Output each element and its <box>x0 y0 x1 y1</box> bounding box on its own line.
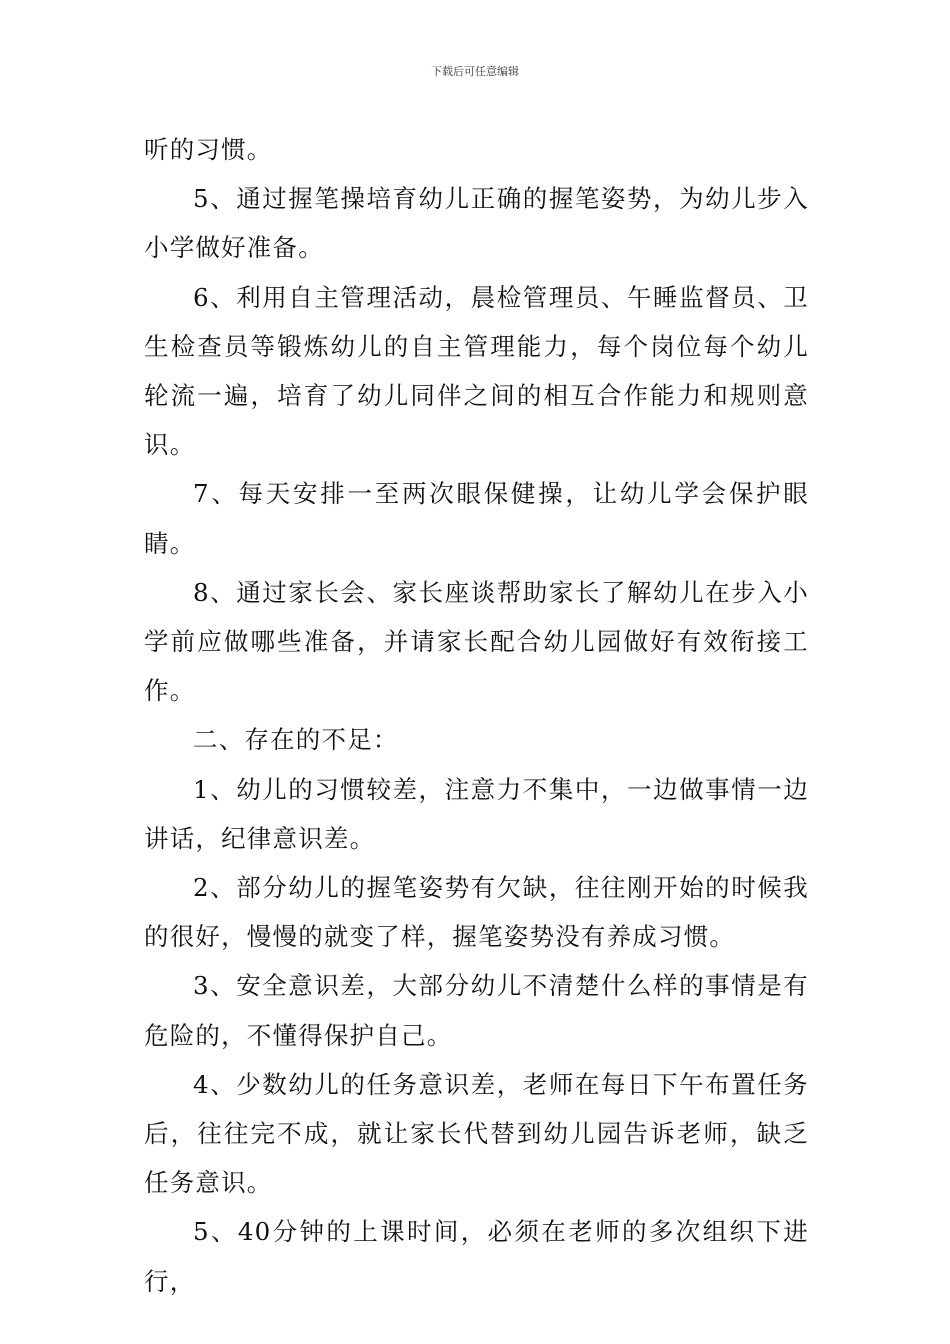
paragraph-shortcoming-2: 2、部分幼儿的握笔姿势有欠缺，往往刚开始的时候我的很好，慢慢的就变了样，握笔姿势没有养成习惯。 <box>144 873 809 952</box>
section-heading-shortcomings: 二、存在的不足： <box>193 725 399 755</box>
paragraph-shortcoming-3: 3、安全意识差，大部分幼儿不清楚什么样的事情是有危险的，不懂得保护自己。 <box>144 971 809 1050</box>
paragraph-item-7: 7、每天安排一至两次眼保健操，让幼儿学会保护眼睛。 <box>144 479 809 558</box>
paragraph-shortcoming-4: 4、少数幼儿的任务意识差，老师在每日下午布置任务后，往往完不成，就让家长代替到幼儿园告诉老师，缺乏任务意识。 <box>144 1069 809 1198</box>
paragraph-shortcoming-5: 5、40分钟的上课时间，必须在老师的多次组织下进行， <box>144 1217 809 1296</box>
paragraph-item-8: 8、通过家长会、家长座谈帮助家长了解幼儿在步入小学前应做哪些准备，并请家长配合幼儿园做好有效衔接工作。 <box>144 577 809 706</box>
paragraph-item-6: 6、利用自主管理活动，晨检管理员、午睡监督员、卫生检查员等锻炼幼儿的自主管理能力，每个岗位每个幼儿轮流一遍，培育了幼儿同伴之间的相互合作能力和规则意识。 <box>144 282 809 460</box>
paragraph-continuation: 听的习惯。 <box>144 135 273 164</box>
paragraph-item-5: 5、通过握笔操培育幼儿正确的握笔姿势，为幼儿步入小学做好准备。 <box>144 184 809 263</box>
paragraph-shortcoming-1: 1、幼儿的习惯较差，注意力不集中，一边做事情一边讲话，纪律意识差。 <box>144 774 809 853</box>
document-body <box>144 125 809 1306</box>
page-header-note: 下载后可任意编辑 <box>431 65 519 78</box>
